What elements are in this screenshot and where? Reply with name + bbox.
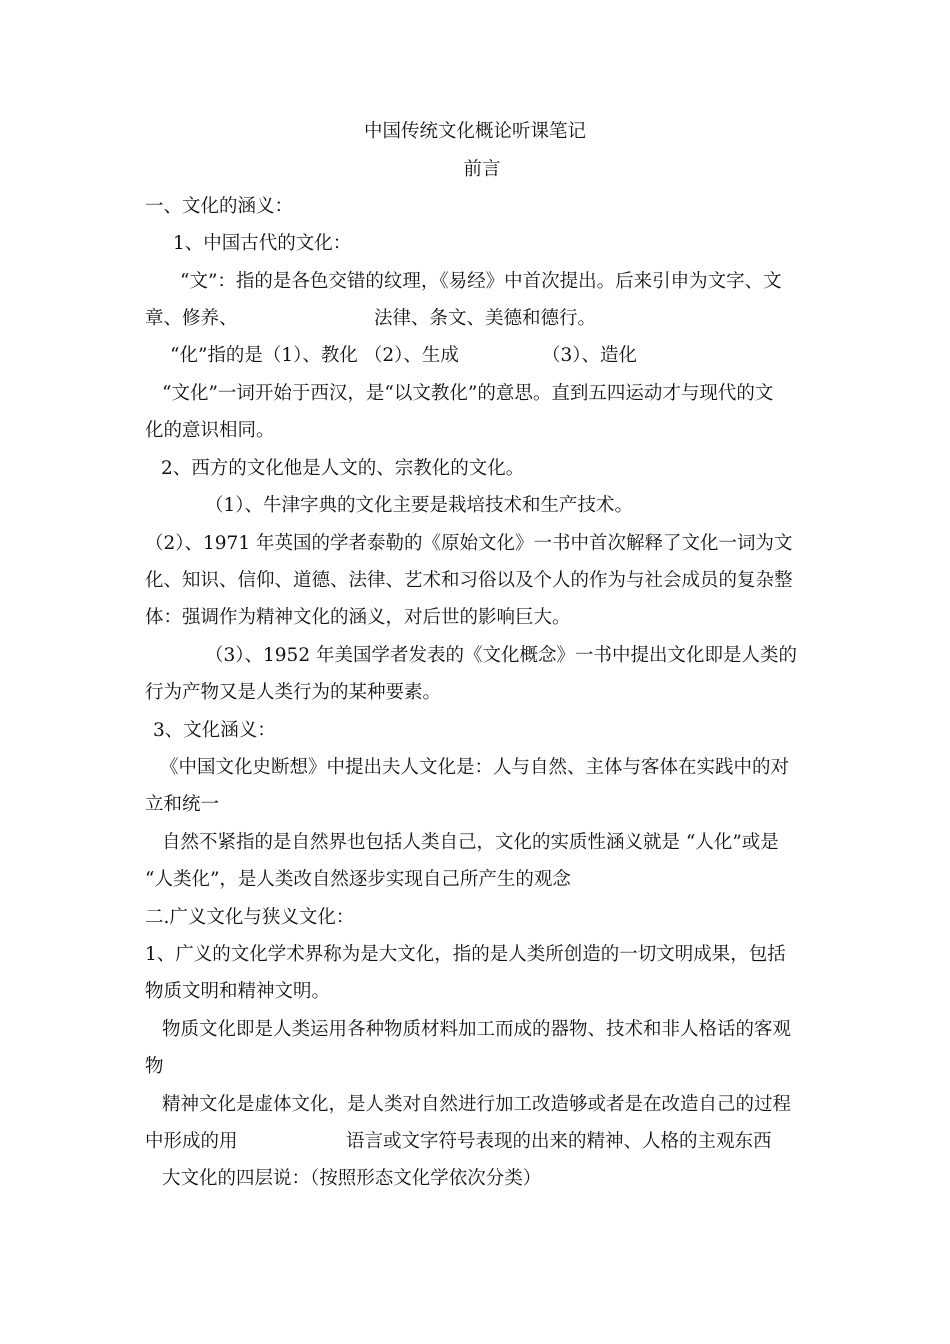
paragraph-line: （2）、1971 年英国的学者泰勒的《原始文化》一书中首次解释了文化一词为文 [145, 533, 793, 554]
paragraph-line: “文”：指的是各色交错的纹理，《易经》中首次提出。后来引申为文字、文 [180, 271, 782, 292]
paragraph-line: 中形成的用 [145, 1131, 238, 1152]
paragraph-line: “化”指的是（1）、教化 （2）、生成 [170, 345, 459, 366]
subsection-heading: 1、中国古代的文化： [173, 233, 352, 254]
paragraph-line: 章、修养、 [145, 308, 238, 329]
paragraph-line: 法律、条文、美德和德行。 [374, 308, 597, 329]
section-heading: 一、文化的涵义： [145, 196, 294, 217]
paragraph-line: “文化”一词开始于西汉，是“以文教化”的意思。直到五四运动才与现代的文 [162, 383, 774, 404]
paragraph-line: 大文化的四层说：（按照形态文化学依次分类） [162, 1168, 542, 1189]
document-title: 中国传统文化概论听课笔记 [363, 121, 586, 142]
paragraph-line: 1、广义的文化学术界称为是大文化，指的是人类所创造的一切文明成果，包括 [145, 944, 786, 965]
paragraph-line: 化的意识相同。 [145, 420, 275, 441]
paragraph-line: 《中国文化史断想》中提出夫人文化是：人与自然、主体与客体在实践中的对 [160, 757, 790, 778]
section-heading: 二.广义文化与狭义文化： [145, 907, 355, 928]
paragraph-line: 语言或文字符号表现的出来的精神、人格的主观东西 [346, 1131, 772, 1152]
paragraph-line: 自然不紧指的是自然界也包括人类自己，文化的实质性涵义就是 “人化”或是 [162, 832, 779, 853]
paragraph-line: （3）、1952 年美国学者发表的《文化概念》一书中提出文化即是人类的 [205, 645, 797, 666]
paragraph-line: （1）、牛津字典的文化主要是栽培技术和生产技术。 [205, 495, 634, 516]
paragraph-line: 行为产物又是人类行为的某种要素。 [145, 682, 442, 703]
document-subtitle: 前言 [463, 159, 501, 180]
paragraph-line: 物质文化即是人类运用各种物质材料加工而成的器物、技术和非人格话的客观 [162, 1019, 792, 1040]
subsection-heading: 2、西方的文化他是人文的、宗教化的文化。 [161, 458, 525, 479]
paragraph-line: 体：强调作为精神文化的涵义，对后世的影响巨大。 [145, 607, 571, 628]
paragraph-line: 立和统一 [145, 794, 220, 815]
subsection-heading: 3、文化涵义： [153, 720, 276, 741]
paragraph-line: 物质文明和精神文明。 [145, 981, 331, 1002]
paragraph-line: 物 [145, 1056, 164, 1077]
paragraph-line: 精神文化是虚体文化，是人类对自然进行加工改造够或者是在改造自己的过程 [162, 1094, 792, 1115]
paragraph-line: （3）、造化 [542, 345, 638, 366]
paragraph-line: 化、知识、信仰、道德、法律、艺术和习俗以及个人的作为与社会成员的复杂整 [145, 570, 793, 591]
paragraph-line: “人类化”，是人类改自然逐步实现自己所产生的观念 [145, 869, 571, 890]
